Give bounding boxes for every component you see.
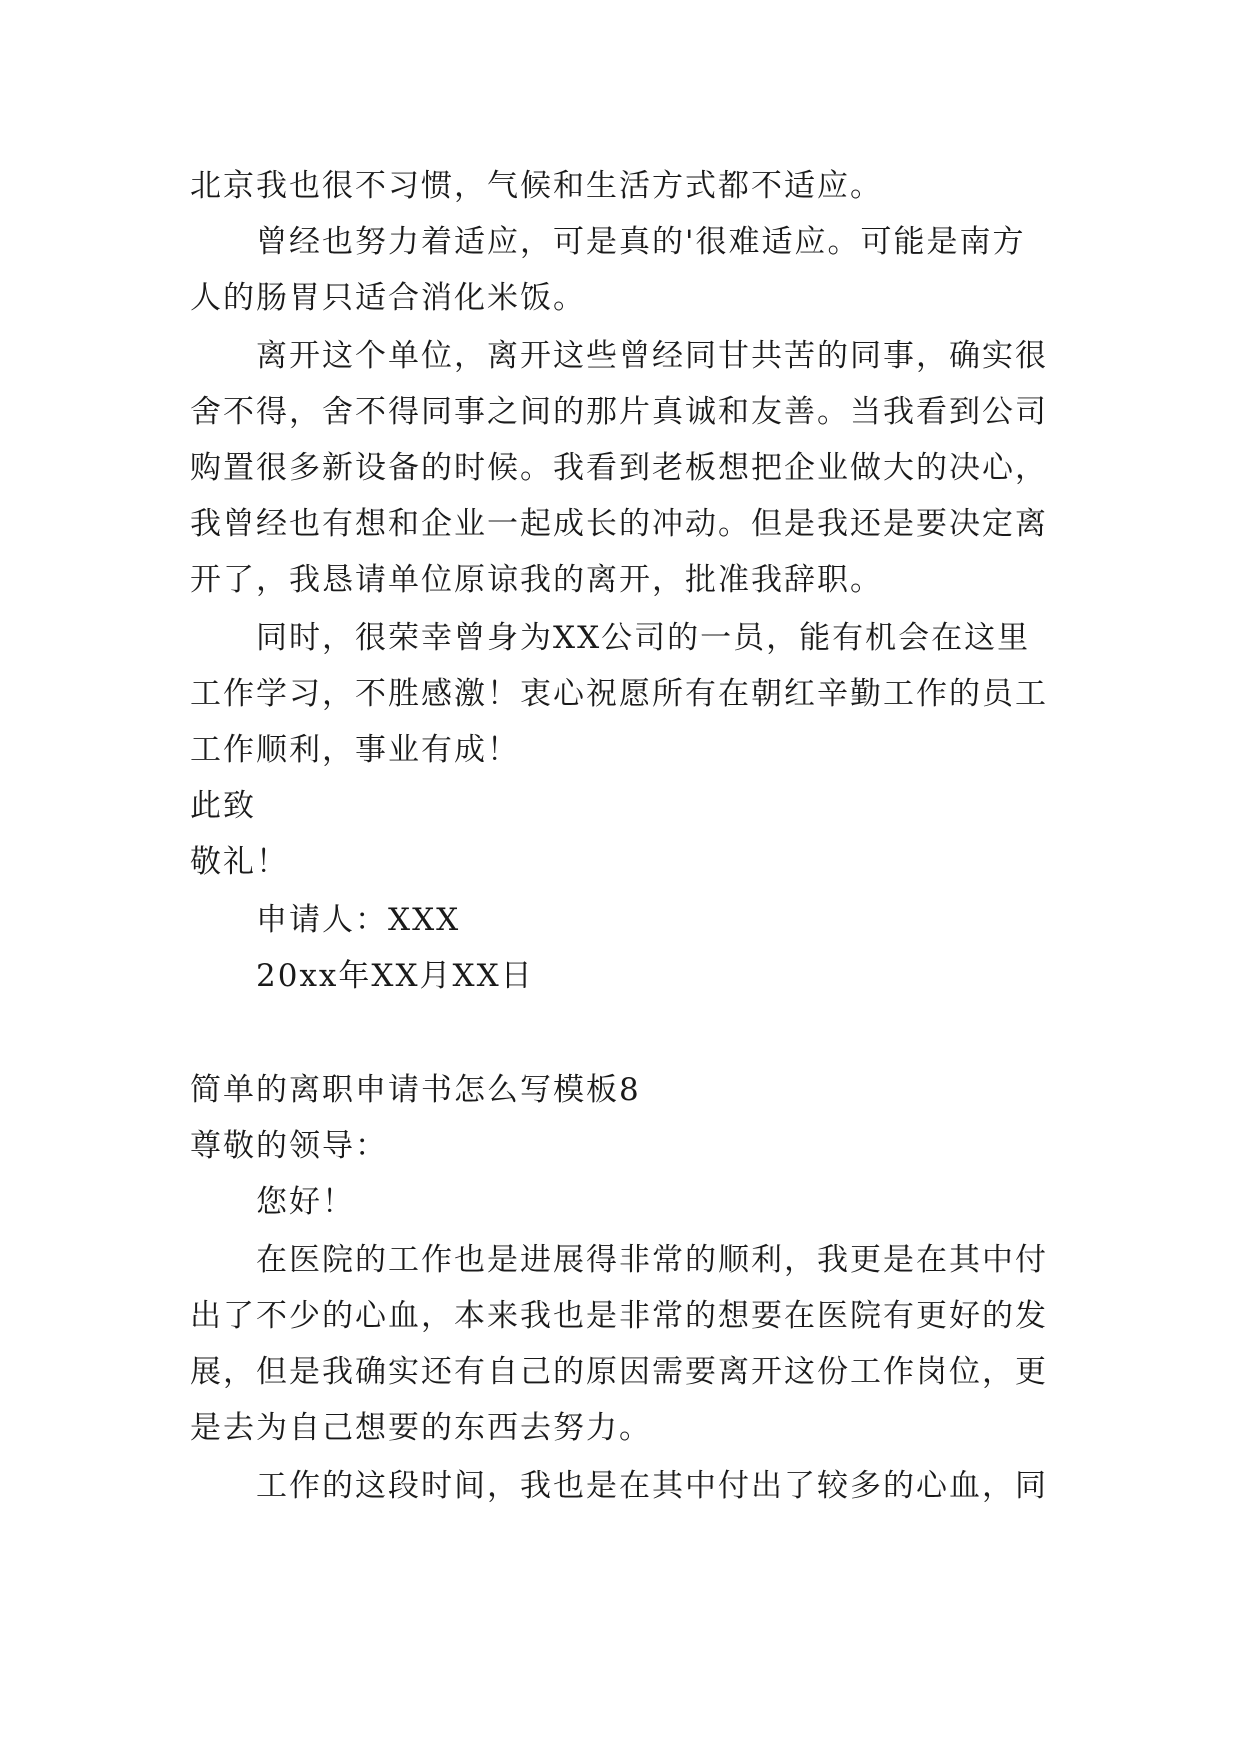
body-text-line: 离开这个单位，离开这些曾经同甘共苦的同事，确实很 — [256, 338, 1048, 374]
body-text-line: 出了不少的心血，本来我也是非常的想要在医院有更好的发 — [190, 1298, 1048, 1334]
body-text-line: 我曾经也有想和企业一起成长的冲动。但是我还是要决定离 — [190, 506, 1048, 542]
closing-line: 此致 — [190, 788, 256, 824]
section-title: 简单的离职申请书怎么写模板8 — [190, 1072, 641, 1108]
body-text-line: 曾经也努力着适应，可是真的'很难适应。可能是南方 — [256, 224, 1026, 260]
body-text-line: 人的肠胃只适合消化米饭。 — [190, 280, 586, 316]
closing-line: 敬礼！ — [190, 844, 289, 880]
body-text-line: 开了，我恳请单位原谅我的离开，批准我辞职。 — [190, 562, 883, 598]
body-text-line: 工作顺利，事业有成！ — [190, 732, 520, 768]
applicant-signature: 申请人：XXX — [256, 902, 461, 938]
body-text-line: 在医院的工作也是进展得非常的顺利，我更是在其中付 — [256, 1242, 1048, 1278]
body-text-line: 工作的这段时间，我也是在其中付出了较多的心血，同 — [256, 1468, 1048, 1504]
body-text-line: 工作学习，不胜感激！衷心祝愿所有在朝红辛勤工作的员工 — [190, 676, 1048, 712]
salutation: 尊敬的领导： — [190, 1128, 388, 1164]
body-text-line: 是去为自己想要的东西去努力。 — [190, 1410, 652, 1446]
body-text-line: 北京我也很不习惯，气候和生活方式都不适应。 — [190, 168, 883, 204]
body-text-line: 舍不得，舍不得同事之间的那片真诚和友善。当我看到公司 — [190, 394, 1048, 430]
body-text-line: 展，但是我确实还有自己的原因需要离开这份工作岗位，更 — [190, 1354, 1048, 1390]
body-text-line: 同时，很荣幸曾身为XX公司的一员，能有机会在这里 — [256, 620, 1031, 656]
body-text-line: 购置很多新设备的时候。我看到老板想把企业做大的决心， — [190, 450, 1048, 486]
letter-date: 20xx年XX月XX日 — [256, 958, 534, 994]
greeting: 您好！ — [256, 1184, 355, 1220]
